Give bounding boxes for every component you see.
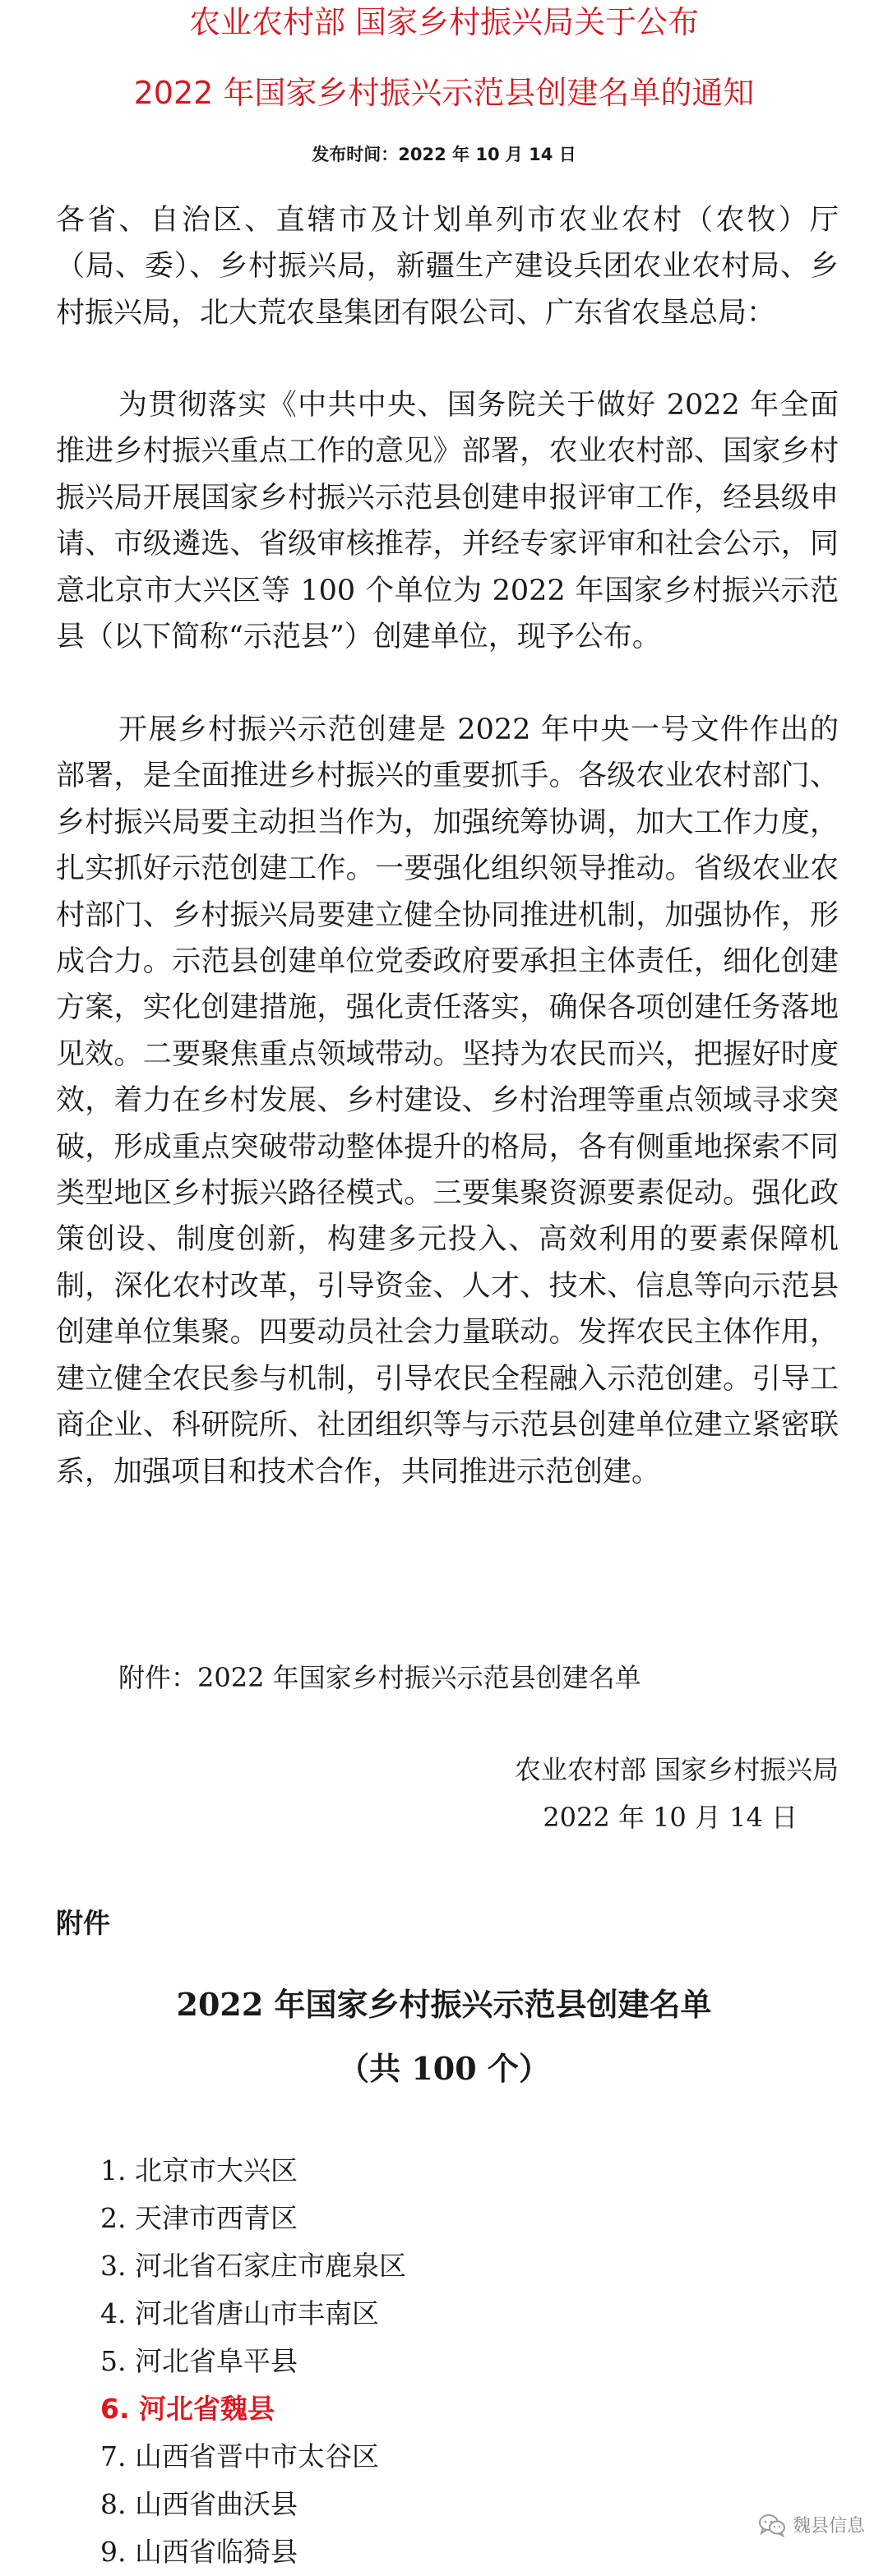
watermark-text: 魏县信息	[792, 2516, 865, 2537]
title-line-1: 农业农村部 国家乡村振兴局关于公布	[188, 4, 700, 40]
paragraph-1: 为贯彻落实《中共中央、国务院关于做好 2022 年全面推进乡村振兴重点工作的意见》部署，农业农村部、国家乡村振兴局开展国家乡村振兴示范县创建申报评审工作，经县级申请、市级遴选、省级审核推荐，并经专家评审和社会公示，同意北京市大兴区等 100 个单位为 2022 年国家乡村振兴示范县（以下简称“示范县”）创建单位，现予公布。	[56, 389, 839, 654]
list-item: 1. 北京市大兴区	[100, 2154, 298, 2186]
list-item-highlighted: 6. 河北省魏县	[100, 2393, 275, 2425]
paragraph-2: 开展乡村振兴示范创建是 2022 年中央一号文件作出的部署，是全面推进乡村振兴的重要抓手。各级农业农村部门、乡村振兴局要主动担当作为，加强统筹协调，加大工作力度，扎实抓好示范创建工作。一要强化组织领导推动。省级农业农村部门、乡村振兴局要建立健全协同推进机制，加强协作，形成合力。示范县创建单位党委政府要承担主体责任，细化创建方案，实化创建措施，强化责任落实，确保各项创建任务落地见效。二要聚焦重点领域带动。坚持为农民而兴，把握好时度效，着力在乡村发展、乡村建设、乡村治理等重点领域寻求突破，形成重点突破带动整体提升的格局，各有侧重地探索不同类型地区乡村振兴路径模式。三要集聚资源要素促动。强化政策创设、制度创新，构建多元投入、高效利用的要素保障机制，深化农村改革，引导资金、人才、技术、信息等向示范县创建单位集聚。四要动员社会力量联动。发挥农民主体作用，建立健全农民参与机制，引导农民全程融入示范创建。引导工商企业、科研院所、社团组织等与示范县创建单位建立紧密联系，加强项目和技术合作，共同推进示范创建。	[56, 713, 839, 1489]
county-list	[100, 2147, 406, 2576]
attachment-reference: 附件：2022 年国家乡村振兴示范县创建名单	[118, 1662, 641, 1693]
list-item: 2. 天津市西青区	[100, 2202, 298, 2234]
list-item: 4. 河北省唐山市丰南区	[100, 2297, 379, 2329]
signature-org: 农业农村部 国家乡村振兴局	[514, 1754, 839, 1785]
list-item: 9. 山西省临猗县	[100, 2536, 298, 2568]
salutation: 各省、自治区、直辖市及计划单列市农业农村（农牧）厅（局、委）、乡村振兴局，新疆生产建设兵团农业农村局、乡村振兴局，北大荒农垦集团有限公司、广东省农垦总局：	[56, 204, 839, 330]
list-count: （共 100 个）	[338, 2050, 550, 2087]
list-item: 8. 山西省曲沃县	[100, 2488, 298, 2520]
title-line-2: 2022 年国家乡村振兴示范县创建名单的通知	[133, 75, 755, 111]
watermark	[758, 2512, 865, 2537]
list-item: 5. 河北省阜平县	[100, 2345, 298, 2377]
signature-date: 2022 年 10 月 14 日	[543, 1802, 798, 1833]
attachment-label: 附件	[56, 1907, 110, 1939]
wechat-icon	[758, 2513, 786, 2537]
publish-time: 发布时间：2022 年 10 月 14 日	[312, 145, 576, 164]
list-item: 3. 河北省石家庄市鹿泉区	[100, 2250, 406, 2282]
list-title: 2022 年国家乡村振兴示范县创建名单	[176, 1986, 712, 2023]
list-item: 7. 山西省晋中市太谷区	[100, 2440, 379, 2472]
